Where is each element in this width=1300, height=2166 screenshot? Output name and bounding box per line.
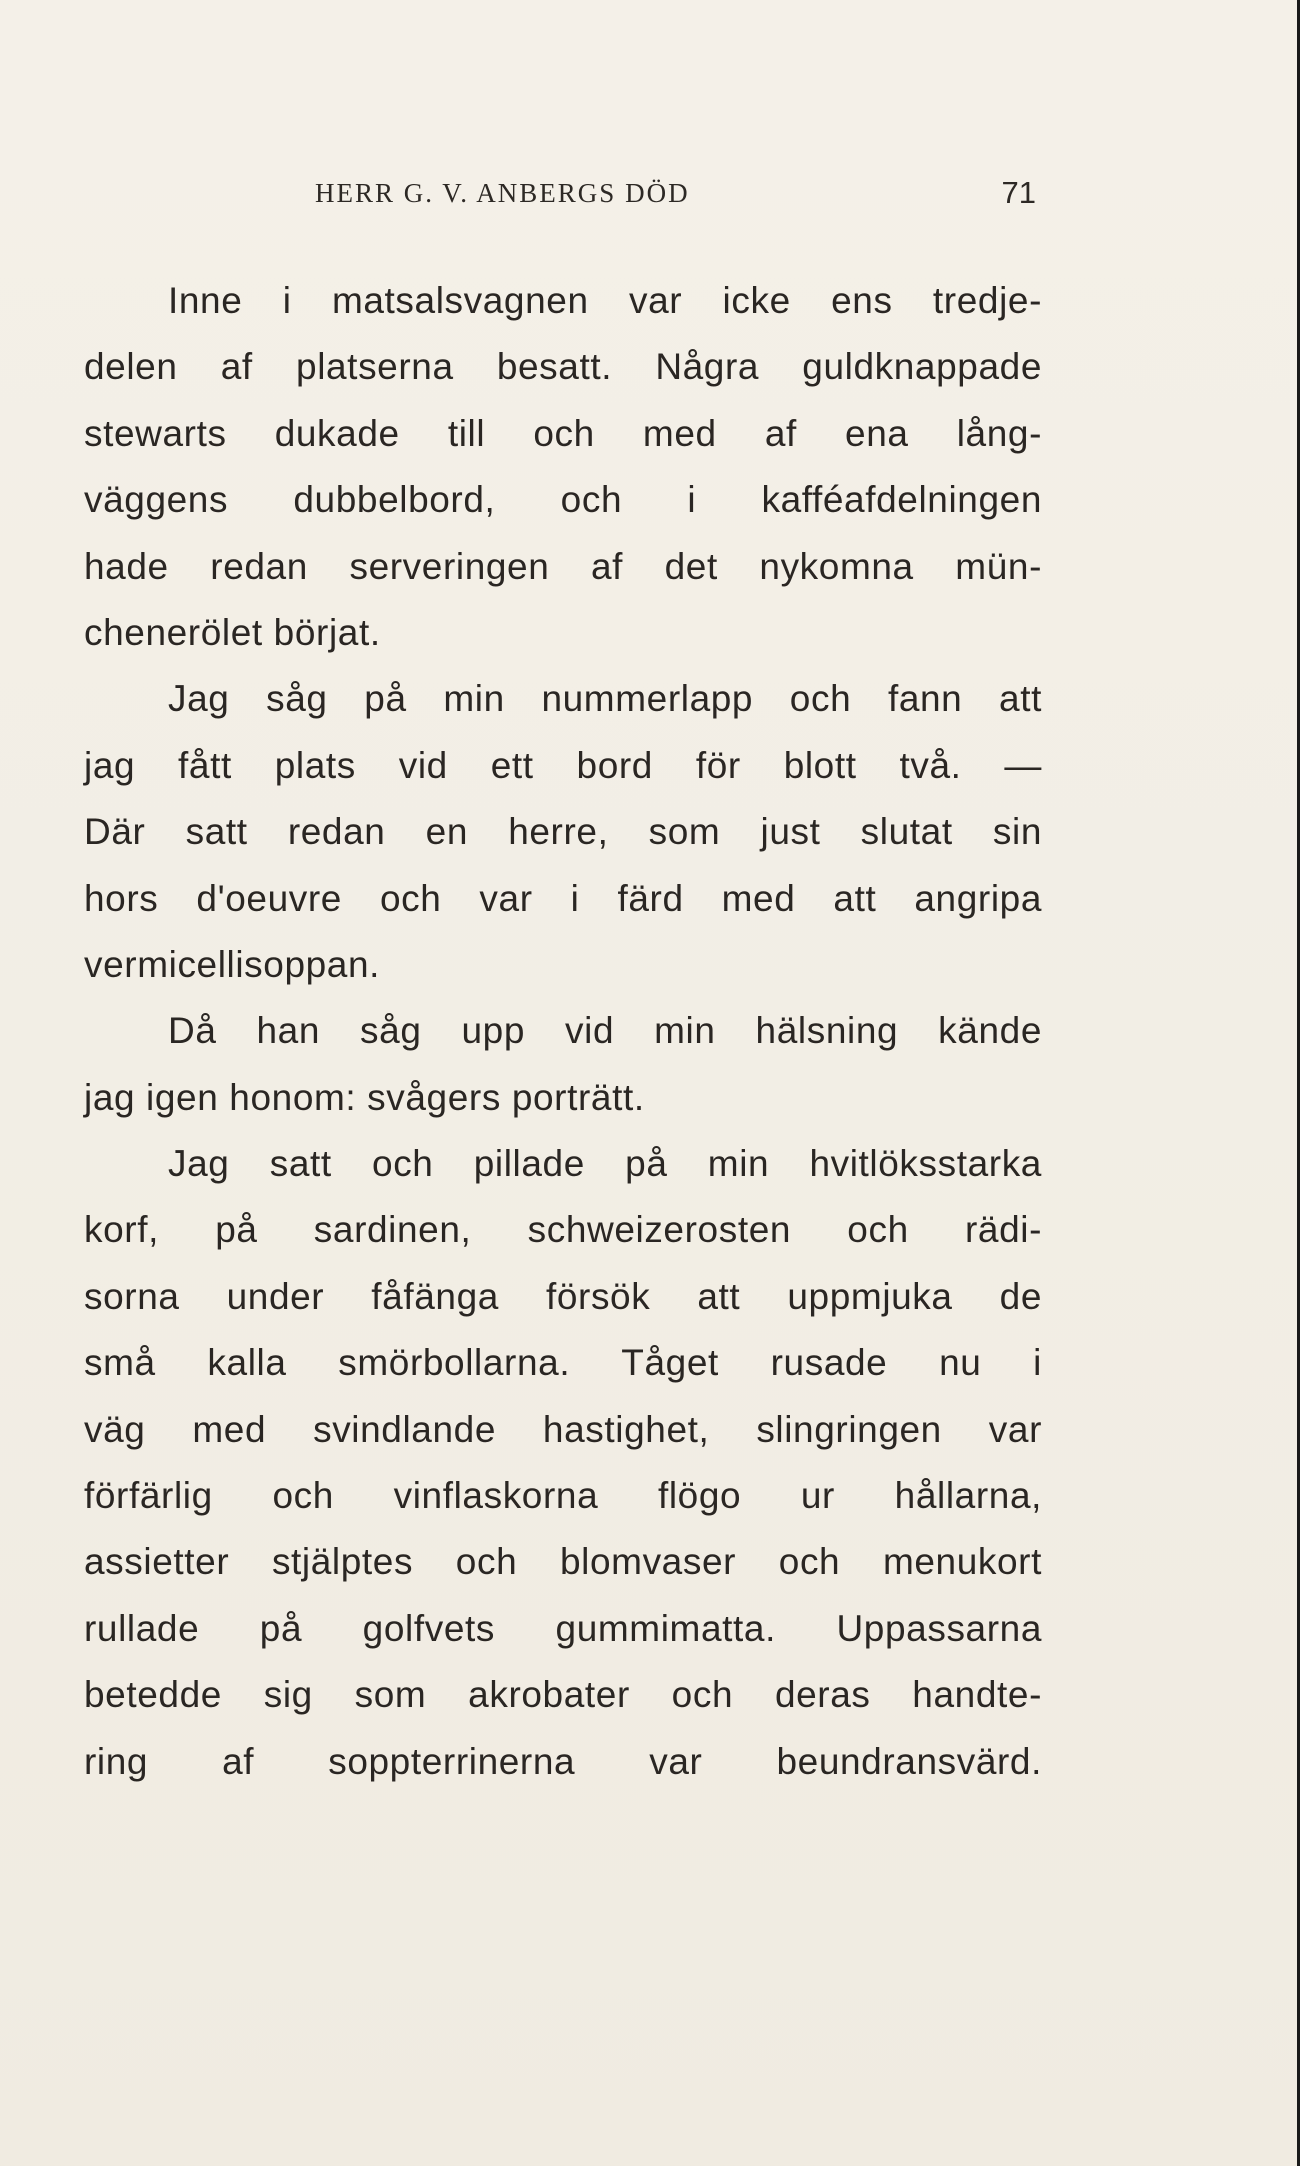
text-line: Jag såg på min nummerlapp och fann att [168, 678, 1042, 720]
page-number: 71 [1001, 175, 1036, 210]
text-line: väg med svindlande hastighet, slingringen var [84, 1408, 1042, 1450]
text-line: ring af soppterrinerna var beundransvärd. [84, 1740, 1042, 1782]
text-line: rullade på golfvets gummimatta. Uppassarna [84, 1607, 1042, 1649]
page-header [84, 175, 1036, 218]
text-line: stewarts dukade till och med af ena lång- [84, 412, 1042, 454]
text-line: korf, på sardinen, schweizerosten och rädi- [84, 1209, 1042, 1251]
text-line: jag fått plats vid ett bord för blott två. — [84, 744, 1042, 786]
text-line: Inne i matsalsvagnen var icke ens tredje- [168, 280, 1042, 321]
text-line: sorna under fåfänga försök att uppmjuka de [84, 1275, 1042, 1317]
text-line: Där satt redan en herre, som just slutat sin [84, 811, 1042, 853]
text-line: jag igen honom: svågers porträtt. [84, 1076, 645, 1118]
text-line: förfärlig och vinflaskorna flögo ur hållarna, [84, 1475, 1042, 1517]
text-line: Då han såg upp vid min hälsning kände [168, 1010, 1042, 1052]
text-line: assietter stjälptes och blomvaser och menukort [84, 1541, 1042, 1583]
text-line: små kalla smörbollarna. Tåget rusade nu i [84, 1342, 1042, 1384]
text-line: hors d'oeuvre och var i färd med att angripa [84, 877, 1042, 919]
text-line: hade redan serveringen af det nykomna mün- [84, 545, 1042, 587]
running-title: HERR G. V. ANBERGS DÖD [315, 178, 690, 208]
text-line: väggens dubbelbord, och i kafféafdelningen [84, 479, 1042, 521]
text-line: Jag satt och pillade på min hvitlöksstarka [168, 1143, 1042, 1185]
text-line: vermicellisoppan. [84, 943, 381, 985]
text-line: chenerölet börjat. [84, 611, 381, 653]
text-line: betedde sig som akrobater och deras handte- [84, 1674, 1042, 1716]
body-text [84, 268, 1042, 1795]
text-line: delen af platserna besatt. Några guldknappade [84, 346, 1042, 388]
